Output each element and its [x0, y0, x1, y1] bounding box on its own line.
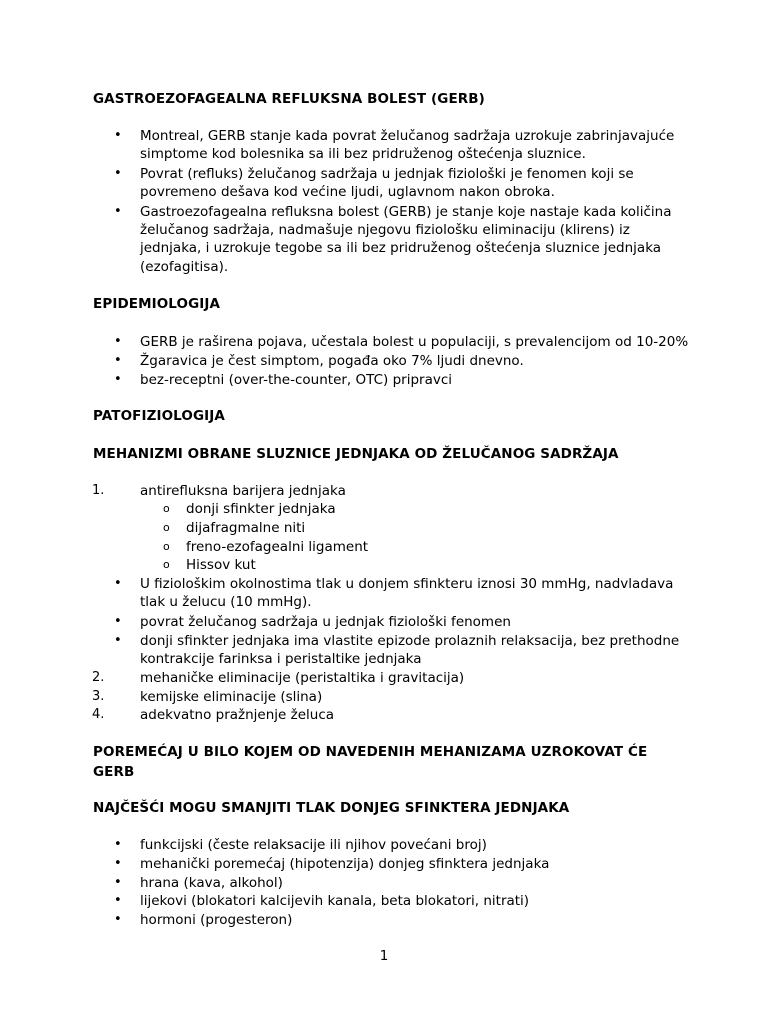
list-item: • lijekovi (blokatori kalcijevih kanala, beta blokatori, nitrati) [114, 893, 530, 909]
section-heading: MEHANIZMI OBRANE SLUZNICE JEDNJAKA OD ŽELUČANOG SADRŽAJA [93, 446, 619, 462]
list-item: • funkcijski (česte relaksacije ili njihov povećani broj) [114, 837, 487, 853]
section-heading: NAJČEŠĆI MOGU SMANJITI TLAK DONJEG SFINKTERA JEDNJAKA [93, 800, 570, 816]
section-heading: PATOFIZIOLOGIJA [93, 408, 225, 424]
list-item: • hrana (kava, alkohol) [114, 875, 283, 891]
list-item: 3. kemijske eliminacije (slina) [92, 689, 323, 705]
page-number: 1 [379, 948, 389, 964]
section-heading: EPIDEMIOLOGIJA [93, 296, 221, 312]
list-item: • povrat želučanog sadržaja u jednjak fiziološki fenomen [114, 614, 511, 630]
list-item: • mehanički poremećaj (hipotenzija) donjeg sfinktera jednjaka [114, 856, 550, 872]
list-item: 2. mehaničke eliminacije (peristaltika i gravitacija) [92, 670, 465, 686]
list-item: • Povrat (refluks) želučanog sadržaja u jednjak fiziološki je fenomen koji se povremeno dešava kod većine ljudi, uglavnom nakon obroka. [114, 166, 634, 201]
list-item: o Hissov kut [163, 557, 256, 573]
list-item: • U fiziološkim okolnostima tlak u donjem sfinkteru iznosi 30 mmHg, nadvladava tlak u želucu (10 mmHg). [114, 576, 674, 611]
list-item: • hormoni (progesteron) [114, 912, 293, 928]
list-item: • bez-receptni (over-the-counter, OTC) pripravci [114, 372, 453, 388]
title-heading: GASTROEZOFAGEALNA REFLUKSNA BOLEST (GERB) [93, 91, 485, 107]
list-item: • Žgaravica je čest simptom, pogađa oko 7% ljudi dnevno. [114, 353, 524, 369]
list-item: • Gastroezofagealna refluksna bolest (GERB) je stanje koje nastaje kada količina želučanog sadržaja, nadmašuje njegovu fiziološku eliminaciju (klirens) iz jednjaka, i uzrokuje tegobe sa ili bez pridruženog oštećenja sluznice jednjaka (ezofagitisa). [114, 204, 672, 275]
list-item: • donji sfinkter jednjaka ima vlastite epizode prolaznih relaksacija, bez prethodne kontrakcije farinksa i peristaltike jednjaka [114, 633, 680, 668]
list-item: • GERB je raširena pojava, učestala bolest u populaciji, s prevalencijom od 10-20% [114, 334, 689, 350]
list-item: o freno-ezofagealni ligament [163, 539, 369, 555]
list-item: 1. antirefluksna barijera jednjaka [92, 483, 346, 499]
section-heading: POREMEĆAJ U BILO KOJEM OD NAVEDENIH MEHANIZAMA UZROKOVAT ĆE GERB [93, 744, 648, 780]
list-item: o donji sfinkter jednjaka [163, 501, 336, 517]
list-item: o dijafragmalne niti [163, 520, 306, 536]
list-item: • Montreal, GERB stanje kada povrat želučanog sadržaja uzrokuje zabrinjavajuće simptome kod bolesnika sa ili bez pridruženog oštećenja sluznice. [114, 128, 675, 163]
list-item: 4. adekvatno pražnjenje želuca [92, 707, 335, 723]
